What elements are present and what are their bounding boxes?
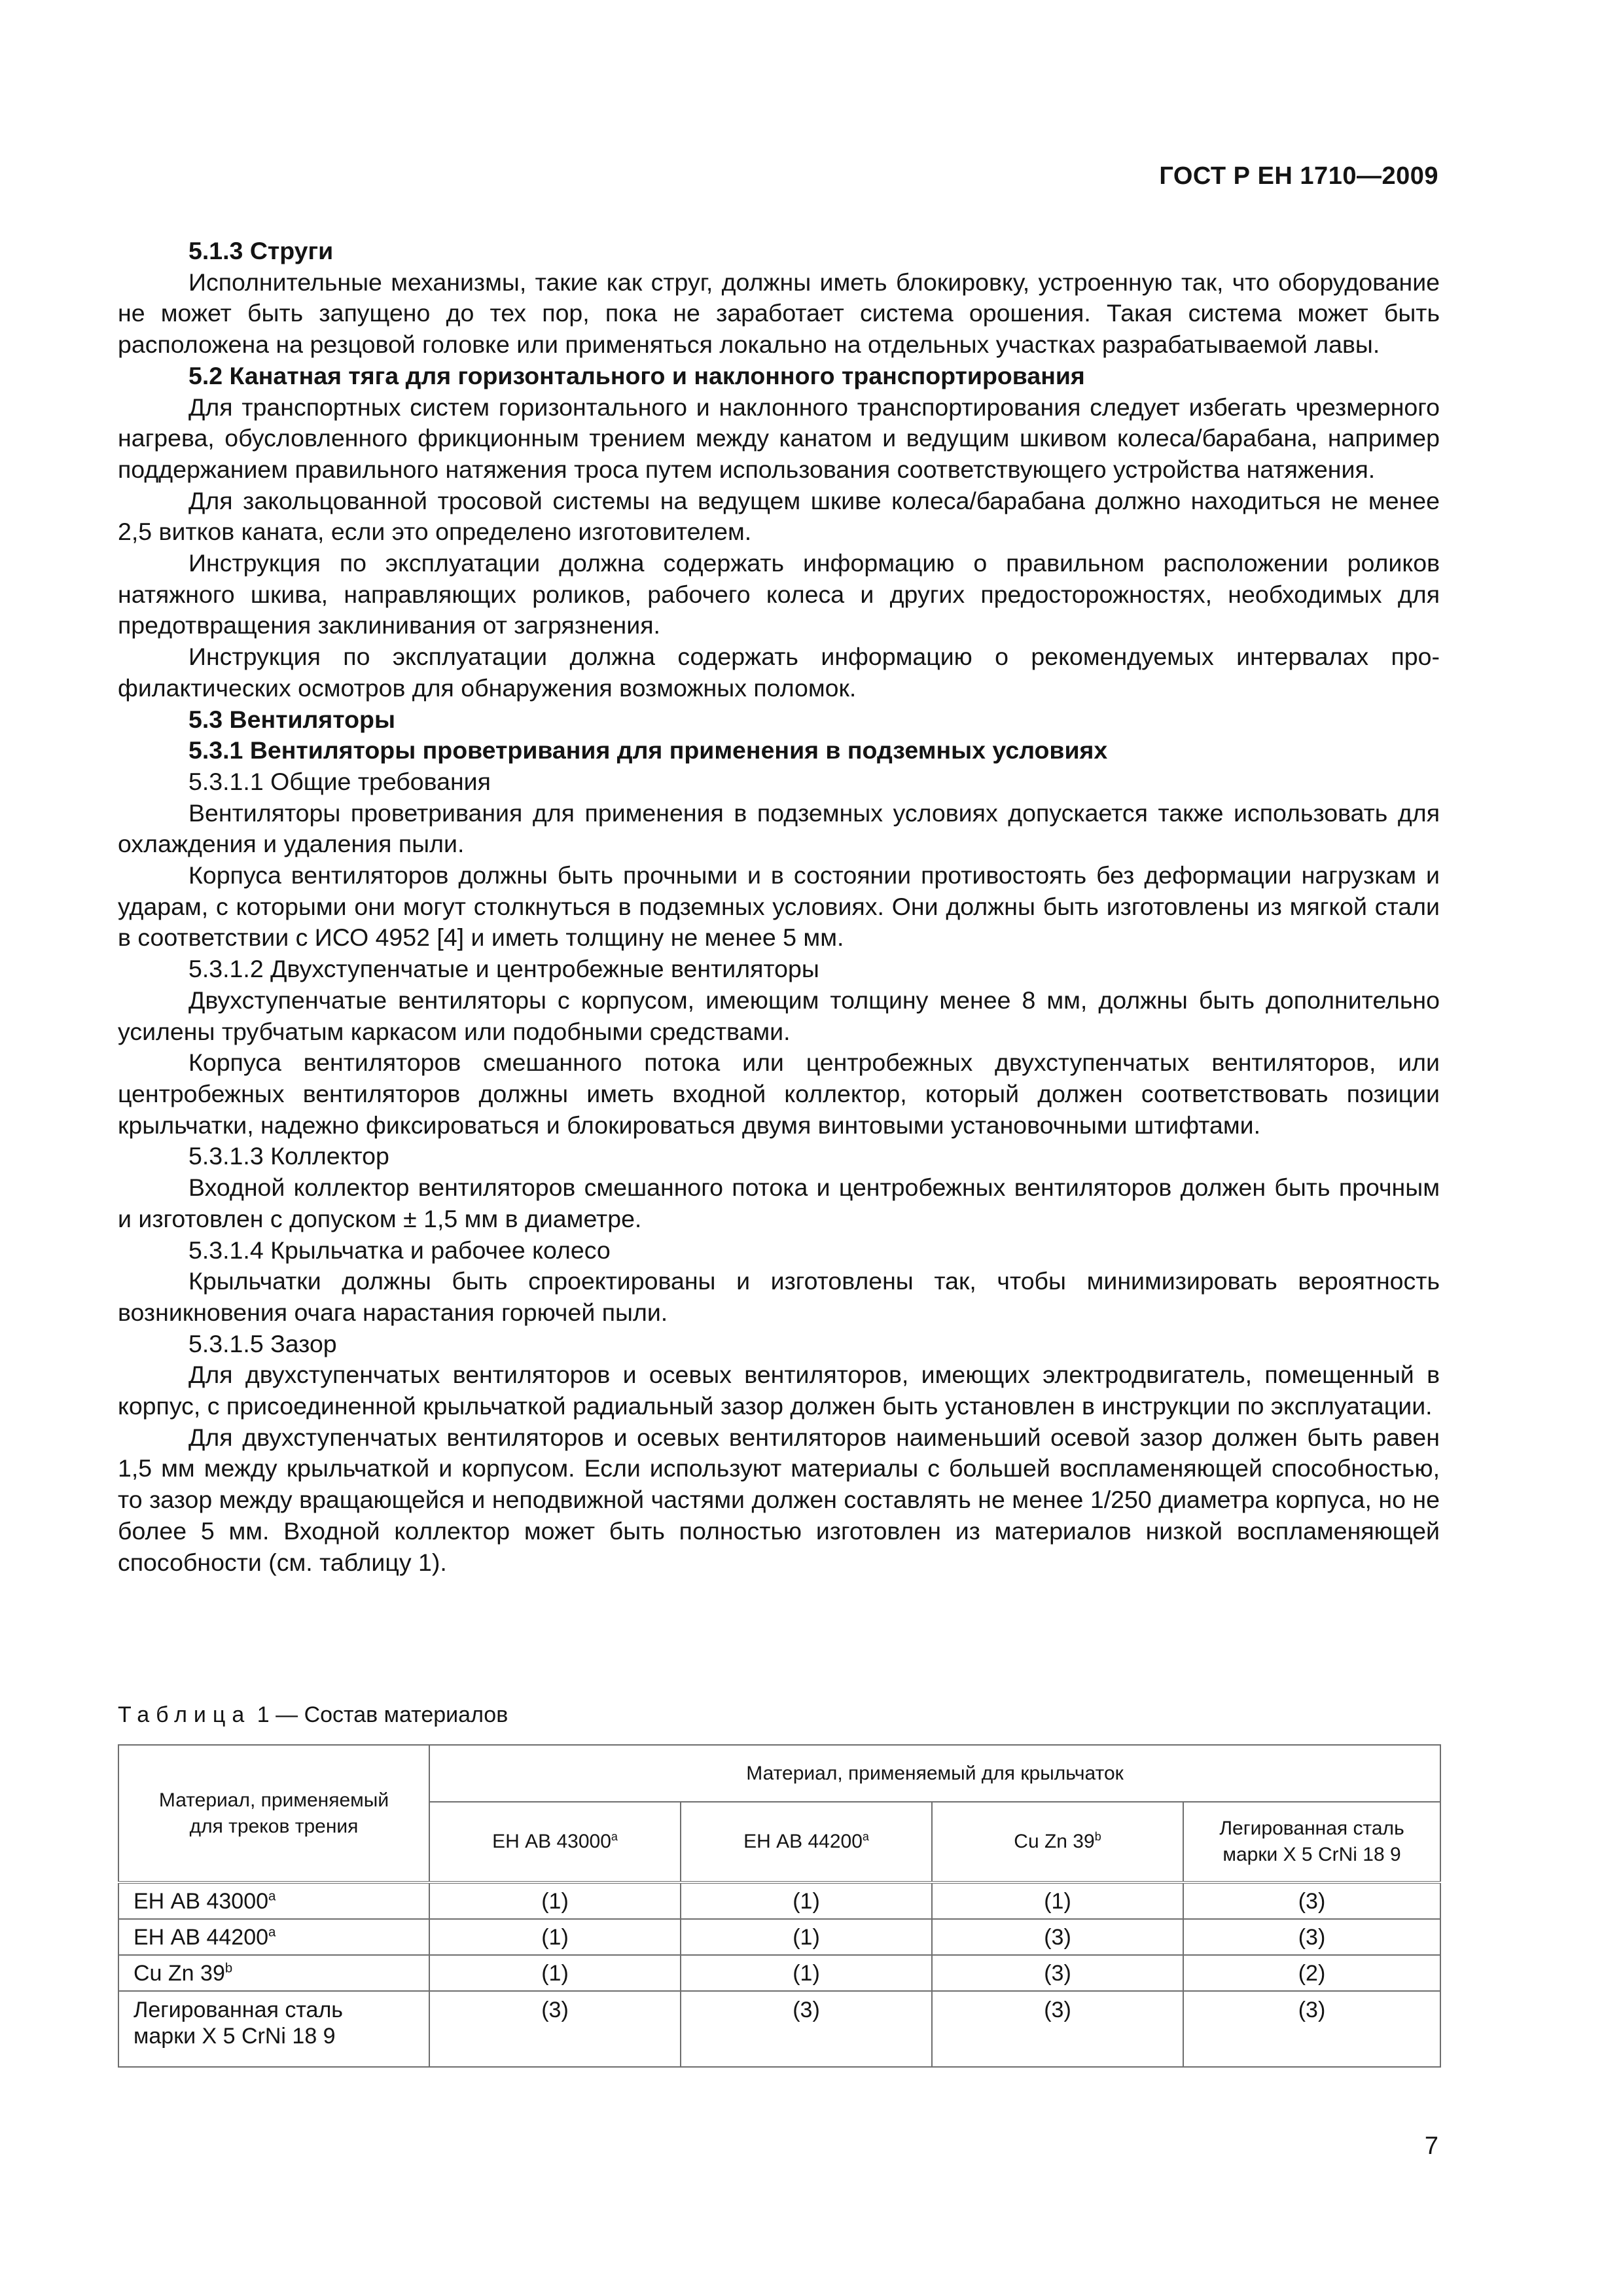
table-cell: (2)	[1183, 1955, 1440, 1991]
table-cell: (1)	[429, 1882, 681, 1919]
paragraph: Для транспортных систем горизонтального и наклонного транспортирования следует избегать чрезмерного нагрева, обусловленного фрикционным трением между канатом и ведущим шкивом колеса/барабана, например поддержанием правильного натяжения троса путем использования соответствующего устройства натяжения.	[118, 393, 1440, 483]
row-label: Cu Zn 39$^b$	[118, 1955, 429, 1991]
group-header: Материал, применяемый для крыльчаток	[429, 1745, 1440, 1802]
table-caption-word: Таблица	[118, 1702, 251, 1727]
table-cell: (3)	[932, 1991, 1183, 2067]
table-row	[118, 1882, 1440, 1919]
column-header: ЕН АВ 43000$^a$	[429, 1802, 681, 1882]
section-heading-5-1-3: 5.1.3 Струги	[188, 237, 334, 264]
column-header: Легированная сталь марки X 5 CrNi 18 9	[1183, 1802, 1440, 1882]
paragraph: Входной коллектор вентиляторов смешанного потока и центробежных вентиляторов должен быть прочным и изготовлен с допуском ± 1,5 мм в диаметре.	[118, 1174, 1440, 1232]
page-number: 7	[1424, 2132, 1438, 2160]
subsection-heading-5-3-1-1: 5.3.1.1 Общие требования	[188, 767, 491, 795]
subsection-heading-5-3-1-2: 5.3.1.2 Двухступенчатые и центробежные вентиляторы	[188, 955, 819, 983]
table-row	[118, 1919, 1440, 1955]
column-header: ЕН АВ 44200$^a$	[681, 1802, 932, 1882]
section-heading-5-3: 5.3 Вентиляторы	[188, 705, 395, 733]
paragraph: Крыльчатки должны быть спроектированы и изготовлены так, чтобы минимизировать вероятность возникновения очага нарастания горючей пыли.	[118, 1267, 1440, 1326]
paragraph: Для двухступенчатых вентиляторов и осевых вентиляторов, имеющих электродвигатель, помещенный в корпус, с присоединенной крыльчаткой радиальный зазор должен быть установлен в инструкции по эксплуатации.	[118, 1361, 1440, 1420]
document-code: ГОСТ Р ЕН 1710—2009	[1159, 162, 1438, 190]
paragraph: Двухступенчатые вентиляторы с корпусом, имеющим толщину менее 8 мм, должны быть дополнительно усилены трубчатым каркасом или подобными средствами.	[118, 986, 1440, 1045]
paragraph: Корпуса вентиляторов смешанного потока или центробежных двухступенчатых вентиляторов, или центробежных вентиляторов должны иметь входной коллектор, который должен соответствовать позиции крыльчатки, надежно фиксироваться и блокироваться двумя винтовыми установочными штифтами.	[118, 1049, 1440, 1139]
table-cell: (3)	[429, 1991, 681, 2067]
section-heading-5-3-1: 5.3.1 Вентиляторы проветривания для применения в подземных условиях	[188, 736, 1108, 764]
subsection-heading-5-3-1-4: 5.3.1.4 Крыльчатка и рабочее колесо	[188, 1236, 611, 1264]
paragraph: Инструкция по эксплуатации должна содержать информацию о правильном расположении роликов натяжного шкива, направляющих роликов, рабочего колеса и других предосторожностях, необходимых для предотвращения заклинивания от загрязнения.	[118, 549, 1440, 639]
table-cell: (3)	[932, 1955, 1183, 1991]
table-cell: (1)	[429, 1955, 681, 1991]
table-cell: (1)	[681, 1919, 932, 1955]
paragraph: Корпуса вентиляторов должны быть прочными и в состоянии противостоять без деформации нагрузкам и ударам, с которыми они могут столкнуться в подземных условиях. Они должны быть изготовлены из мягкой стали в соответствии с ИСО 4952 [4] и иметь толщину не менее 5 мм.	[118, 861, 1440, 952]
paragraph: Для двухступенчатых вентиляторов и осевых вентиляторов наименьший осевой зазор должен быть равен 1,5 мм между крыльчаткой и корпусом. Если используют материалы с большей воспламеняющей способностью, то зазор между вращающейся и неподвижной частями должен составлять не менее 1/250 диаметра корпуса, но не более 5 мм. Входной коллектор может быть полностью изготовлен из материалов низкой воспламеняющей способности (см. таблицу 1).	[118, 1423, 1440, 1576]
paragraph: Исполнительные механизмы, такие как струг, должны иметь блокировку, устроенную так, что оборудование не может быть запущено до тех пор, пока не заработает система орошения. Такая система может быть расположена на резцовой головке или применяться локально на отдельных участках разрабатываемой лавы.	[118, 268, 1440, 359]
corner-header: Материал, применяемый для треков трения	[118, 1745, 429, 1882]
paragraph: Инструкция по эксплуатации должна содержать информацию о рекомендуемых интервалах профилактических осмотров для обнаружения возможных поломок.	[118, 643, 1440, 702]
table-cell: (3)	[932, 1919, 1183, 1955]
table-cell: (3)	[681, 1991, 932, 2067]
table-cell: (1)	[681, 1882, 932, 1919]
paragraph: Для закольцованной тросовой системы на ведущем шкиве колеса/барабана должно находиться не менее 2,5 витков каната, если это определено изготовителем.	[118, 486, 1440, 546]
table-cell: (1)	[932, 1882, 1183, 1919]
table-cell: (1)	[429, 1919, 681, 1955]
subsection-heading-5-3-1-5: 5.3.1.5 Зазор	[188, 1329, 337, 1357]
paragraph: Вентиляторы проветривания для применения в подземных условиях допускается также использовать для охлаждения и удаления пыли.	[118, 798, 1440, 858]
table-cell: (3)	[1183, 1882, 1440, 1919]
subsection-heading-5-3-1-3: 5.3.1.3 Коллектор	[188, 1142, 389, 1170]
row-label: ЕН АВ 43000$^a$	[118, 1882, 429, 1919]
row-label: ЕН АВ 44200$^a$	[118, 1919, 429, 1955]
table-caption	[118, 1702, 508, 1728]
row-label: Легированная сталь марки X 5 CrNi 18 9	[118, 1991, 429, 2067]
table-cell: (1)	[681, 1955, 932, 1991]
table-row	[118, 1991, 1440, 2067]
table-cell: (3)	[1183, 1919, 1440, 1955]
materials-table	[118, 1744, 1441, 2068]
table-row	[118, 1955, 1440, 1991]
section-heading-5-2: 5.2 Канатная тяга для горизонтального и наклонного транспортирования	[188, 361, 1085, 389]
table-cell: (3)	[1183, 1991, 1440, 2067]
table-caption-title: 1 — Состав материалов	[257, 1702, 508, 1727]
column-header: Cu Zn 39$^b$	[932, 1802, 1183, 1882]
document-body	[118, 236, 1440, 1578]
